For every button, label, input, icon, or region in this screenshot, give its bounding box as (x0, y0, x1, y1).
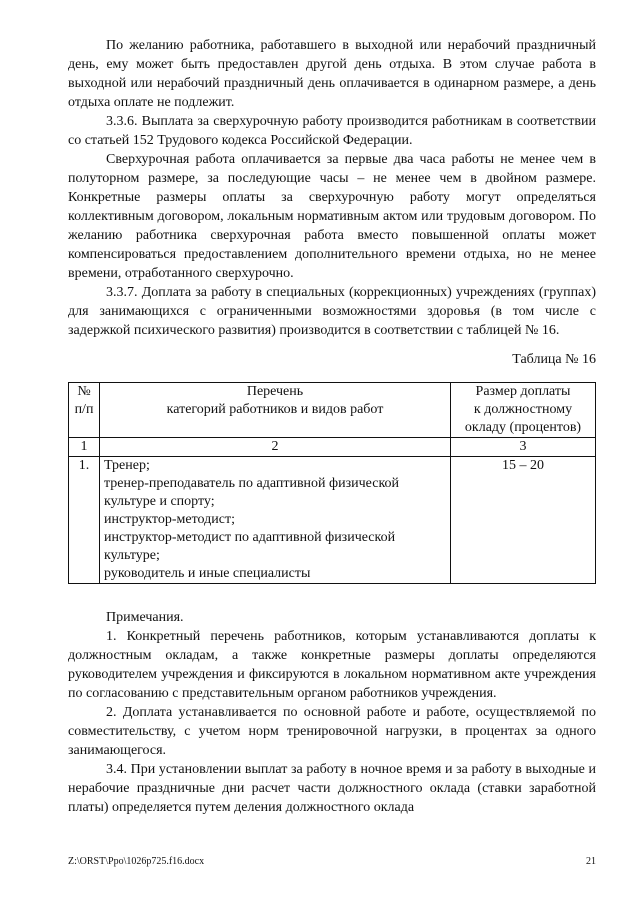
paragraph-day-off: По желанию работника, работавшего в выходной или нерабочий праздничный день, ему может быть предоставлен другой день отдыха. В этом случае работа в выходной или нерабочий праздничный день оплачивается в одинарном размере, а день отдыха оплате не подлежит. (68, 38, 596, 110)
file-path: Z:\ORST\Ppo\1026p725.f16.docx (68, 856, 205, 867)
numbering-cell: 1 (69, 438, 100, 457)
numbering-cell: 3 (451, 438, 596, 457)
row-number: 1. (69, 457, 100, 584)
table-header-row (69, 383, 596, 438)
note-1: 1. Конкретный перечень работников, которым устанавливаются доплаты к должностным окладам, а также конкретные размеры доплаты определяются руководителем учреждения и фиксируются в локальном нормативном акте учреждения по согласованию с представительным органом работников учреждения. (68, 629, 596, 701)
row-amount: 15 – 20 (451, 457, 596, 584)
table-row (69, 457, 596, 584)
category-item: тренер-преподаватель по адаптивной физической культуре и спорту; (104, 476, 400, 509)
category-item: инструктор-методист по адаптивной физической культуре; (104, 530, 396, 563)
category-item: Тренер; (104, 458, 150, 473)
table-16 (68, 382, 596, 584)
paragraph-3-4: 3.4. При установлении выплат за работу в ночное время и за работу в выходные и нерабочие праздничные дни расчет части должностного оклада (ставки заработной платы) определяется путем деления должностного оклада (68, 762, 596, 815)
paragraph-overtime: Сверхурочная работа оплачивается за первые два часа работы не менее чем в полуторном размере, за последующие часы – не менее чем в двойном размере. Конкретные размеры оплаты за сверхурочную работу могут определяться коллективным договором, локальным нормативным актом или трудовым договором. По желанию работника сверхурочная работа вместо повышенной оплаты может компенсироваться предоставлением дополнительного времени отдыха, но не менее времени, отработанного сверхурочно. (68, 152, 596, 281)
paragraph-3-3-7: 3.3.7. Доплата за работу в специальных (коррекционных) учреждениях (группах) для занимающихся с ограниченными возможностями здоровья (в том числе с задержкой психического развития) производится в соответствии с таблицей № 16. (68, 285, 596, 338)
table-caption: Таблица № 16 (512, 352, 596, 367)
header-amount: Размер доплаты к должностному окладу (процентов) (451, 383, 596, 438)
page-number: 21 (586, 856, 596, 867)
header-number: № п/п (69, 383, 100, 438)
page-footer (68, 856, 596, 867)
header-categories: Перечень категорий работников и видов работ (100, 383, 451, 438)
row-categories (100, 457, 451, 584)
note-2: 2. Доплата устанавливается по основной работе и работе, осуществляемой по совместительству, с учетом норм тренировочной нагрузки, в процентах за одного занимающегося. (68, 705, 596, 758)
category-item: руководитель и иные специалисты (104, 566, 311, 581)
numbering-cell: 2 (100, 438, 451, 457)
notes-title: Примечания. (106, 610, 184, 625)
paragraph-3-3-6: 3.3.6. Выплата за сверхурочную работу производится работникам в соответствии со статьей 152 Трудового кодекса Российской Федерации. (68, 114, 596, 148)
table-numbering-row (69, 438, 596, 457)
category-item: инструктор-методист; (104, 512, 235, 527)
document-page (68, 36, 596, 817)
